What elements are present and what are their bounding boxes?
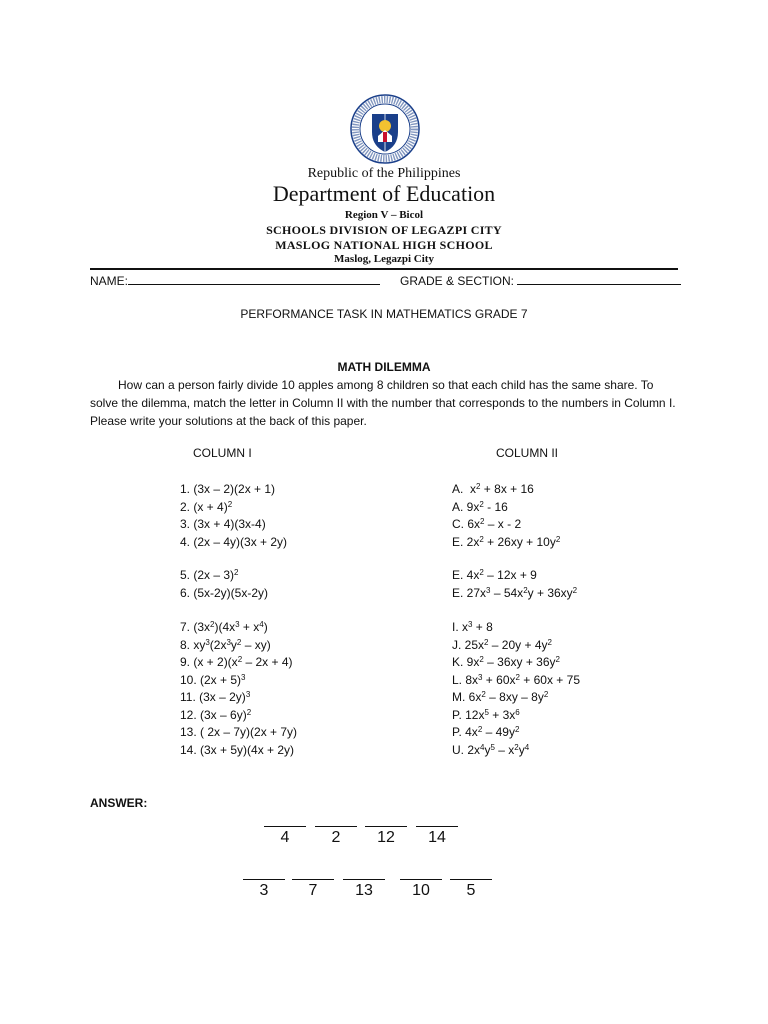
deped-seal-icon	[350, 94, 420, 164]
column1-heading: COLUMN I	[193, 446, 252, 460]
answer-blank[interactable]	[416, 816, 458, 827]
column1-item: 9. $(x + 2)(x^2 - 2x + 4)$	[180, 655, 293, 669]
answer-slot[interactable]	[264, 816, 306, 847]
answer-number: 13	[355, 882, 373, 899]
answer-number: 4	[280, 829, 290, 846]
division-line: SCHOOLS DIVISION OF LEGAZPI CITY	[266, 223, 502, 237]
column2-item: C. $6x^2$ – x - 2	[452, 517, 522, 531]
answer-number: 10	[412, 882, 430, 899]
column2-item: A. $9x^2 - 16$	[452, 499, 508, 514]
region-line: Region V – Bicol	[344, 209, 424, 221]
answer-number: 2	[331, 829, 341, 846]
column2-item: E. $27x^3 - 54x^2y + 36xy^2$	[452, 585, 578, 600]
answer-number: 5	[466, 882, 476, 899]
column2-item: P. $12x^5 + 3x^6$	[452, 707, 520, 722]
answer-blank[interactable]	[292, 869, 334, 880]
department-title: Department of Education	[272, 181, 496, 206]
instructions	[90, 376, 680, 430]
column1-item: 8. $xy^3(2x^3y^2 - xy)$	[180, 637, 271, 652]
answer-slot[interactable]	[243, 869, 285, 900]
answer-blank[interactable]	[343, 869, 385, 880]
column1-group-3	[180, 619, 297, 759]
answer-number: 14	[428, 829, 446, 846]
answer-blank[interactable]	[243, 869, 285, 880]
column1-item: 11. (3x – 2y)$^3$	[180, 690, 251, 704]
answer-slot[interactable]	[450, 869, 492, 900]
answer-number: 3	[259, 882, 269, 899]
column1-item: 4. (2x – 4y)(3x + 2y)	[180, 534, 288, 549]
answer-slot[interactable]	[400, 869, 442, 900]
school-address: Maslog, Legazpi City	[334, 253, 434, 265]
answer-blank[interactable]	[315, 816, 357, 827]
column2-item: A. $x^2 + 8x + 16$	[452, 482, 534, 496]
column2-group-3	[452, 619, 580, 759]
answer-slot[interactable]	[365, 816, 407, 847]
name-blank[interactable]	[128, 273, 380, 285]
answer-number: 12	[377, 829, 395, 846]
column1-item: 6. (5x-2y)(5x-2y)	[180, 585, 269, 600]
column2-item: E. $2x^2 + 26xy + 10y^2$	[452, 534, 561, 549]
answer-slot[interactable]	[292, 869, 334, 900]
column1-item: 13. ( 2x – 7y)(2x + 7y)	[180, 725, 298, 739]
column1-item: 1. (3x – 2)(2x + 1)	[180, 482, 276, 496]
column1-item: 7. $(3x^2)(4x^3 + x^4)$	[180, 620, 268, 634]
dilemma-title: MATH DILEMMA	[337, 360, 431, 374]
answer-slot[interactable]	[416, 816, 458, 847]
column1-item: 12. (3x – 6y)$^2$	[180, 707, 252, 722]
name-label: NAME:	[90, 274, 129, 288]
column1-item: 2. $(x + 4)^2$	[180, 499, 233, 514]
column2-item: M. $6x^2 - 8xy - 8y^2$	[452, 690, 549, 704]
grade-section-blank[interactable]	[517, 273, 681, 285]
answer-label: ANSWER:	[90, 796, 148, 810]
column2-item: J. $25x^2 - 20y + 4y^2$	[452, 637, 552, 652]
column1-group-1	[180, 481, 287, 551]
grade-section-label: GRADE & SECTION:	[400, 274, 515, 288]
column2-heading: COLUMN II	[496, 446, 559, 460]
name-field[interactable]	[90, 273, 380, 288]
answer-slot[interactable]	[343, 869, 385, 900]
column2-item: I. $x^3 + 8$	[452, 620, 493, 634]
column2-item: L. $8x^3 + 60x^2 + 60x + 75$	[452, 672, 580, 687]
column1-item: 5. (2x – 3)$^2$	[180, 568, 239, 582]
answer-blank[interactable]	[365, 816, 407, 827]
answer-blank[interactable]	[450, 869, 492, 880]
column2-item: E. $4x^2 - 12x + 9$	[452, 568, 537, 582]
column1-group-2	[180, 567, 268, 602]
column1-item: 10. $(2x + 5)^3$	[180, 672, 246, 687]
grade-section-field[interactable]	[400, 273, 681, 288]
header-divider	[90, 268, 678, 270]
answer-blank[interactable]	[400, 869, 442, 880]
column2-item: U. $2x^4y^5 - x^2y^4$	[452, 742, 530, 757]
column2-item: K. $9x^2 - 36xy + 36y^2$	[452, 655, 560, 669]
republic-line: Republic of the Philippines	[307, 166, 461, 181]
column2-group-2	[452, 567, 577, 602]
task-title: PERFORMANCE TASK IN MATHEMATICS GRADE 7	[240, 307, 528, 321]
column1-item: 3. (3x + 4)(3x-4)	[180, 517, 266, 531]
school-name: MASLOG NATIONAL HIGH SCHOOL	[275, 238, 493, 252]
column2-item: P. $4x^2 - 49y^2$	[452, 725, 520, 739]
answer-slot[interactable]	[315, 816, 357, 847]
answer-blank[interactable]	[264, 816, 306, 827]
column1-item: 14. (3x + 5y)(4x + 2y)	[180, 742, 295, 757]
answer-number: 7	[308, 882, 318, 899]
column2-group-1	[452, 481, 560, 551]
instructions-text: How can a person fairly divide 10 apples among 8 children so that each child has the same share. To solve the dilemma, match the letter in Column II with the number that corresponds to the numbers in Column I. Please write your solutions at the back of this paper.	[90, 378, 676, 428]
